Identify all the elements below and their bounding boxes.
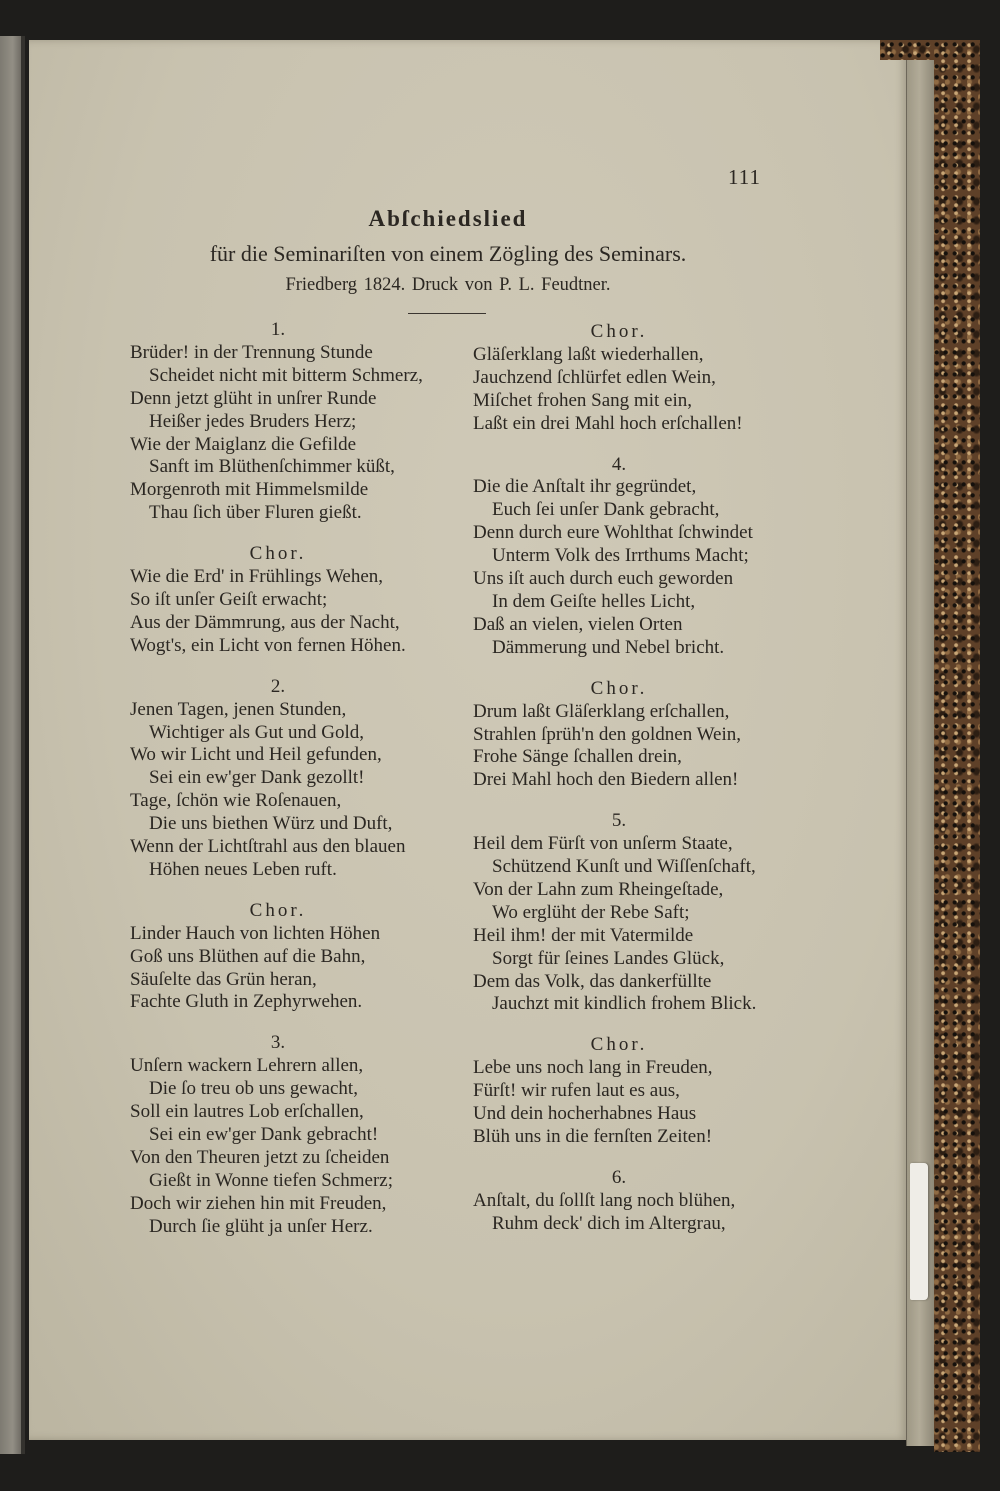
verse-line: Miſchet frohen Sang mit ein, — [473, 389, 692, 411]
verse-line: Laßt ein drei Mahl hoch erſchallen! — [473, 412, 743, 434]
verse-line: Denn jetzt glüht in unſrer Runde — [130, 387, 377, 409]
chorus-heading: Chor. — [249, 543, 307, 565]
verse-line: Morgenroth mit Himmelsmilde — [130, 479, 369, 501]
verse-line: Fürſt! wir rufen laut es aus, — [473, 1080, 680, 1102]
verse-line: Denn durch eure Wohlthat ſchwindet — [473, 522, 753, 544]
verse-line: Strahlen ſprüh'n den goldnen Wein, — [473, 723, 742, 745]
verse-line: Drum laßt Gläſerklang erſchallen, — [473, 700, 730, 722]
verse-line: Sei ein ew'ger Dank gebracht! — [149, 1124, 379, 1145]
verse-line: Daß an vielen, vielen Orten — [473, 613, 683, 635]
bookmark-tab — [910, 1163, 928, 1300]
marbled-cover-edge — [934, 40, 980, 1452]
verse-line: Gläſerklang laßt wiederhallen, — [473, 343, 704, 365]
verse-line: Uns iſt auch durch euch geworden — [473, 568, 734, 590]
verse-line: Euch ſei unſer Dank gebracht, — [492, 499, 720, 521]
verse-line: Von der Lahn zum Rheingeſtade, — [473, 878, 724, 900]
verse-line: Brüder! in der Trennung Stunde — [130, 341, 373, 363]
stanza-number: 6. — [611, 1166, 627, 1188]
verse-line: Wenn der Lichtſtrahl aus den blauen — [130, 836, 406, 858]
verse-line: Fachte Gluth in Zephyrwehen. — [130, 991, 363, 1013]
verse-line: Sorgt für ſeines Landes Glück, — [492, 947, 725, 969]
verse-line: Doch wir ziehen hin mit Freuden, — [130, 1192, 387, 1214]
poem-subtitle: für die Seminariſten von einem Zögling des Seminars. — [209, 241, 687, 266]
verse-line: In dem Geiſte helles Licht, — [492, 590, 696, 612]
verse-stanza — [473, 454, 765, 660]
verse-line: Soll ein lautres Lob erſchallen, — [130, 1101, 364, 1123]
stanza-number: 2. — [270, 675, 286, 697]
verse-line: Durch ſie glüht ja unſer Herz. — [149, 1215, 373, 1237]
chorus-stanza — [473, 678, 765, 793]
stanza-number: 4. — [611, 453, 627, 475]
verse-line: Jauchzt mit kindlich frohem Blick. — [492, 993, 757, 1015]
verse-line: Schützend Kunſt und Wiſſenſchaft, — [492, 856, 756, 878]
verse-line: Wie die Erd' in Frühlings Wehen, — [130, 566, 384, 588]
verse-line: Jenen Tagen, jenen Stunden, — [130, 698, 347, 720]
verse-line: Wo erglüht der Rebe Saft; — [492, 901, 690, 923]
verse-line: Lebe uns noch lang in Freuden, — [473, 1057, 713, 1079]
verse-line: Tage, ſchön wie Roſenauen, — [130, 790, 342, 812]
verse-line: Wo wir Licht und Heil gefunden, — [130, 744, 382, 766]
verse-line: Drei Mahl hoch den Biedern allen! — [473, 769, 739, 791]
verse-line: Unterm Volk des Irrthums Macht; — [492, 545, 749, 567]
verse-line: Sanft im Blüthenſchimmer küßt, — [149, 456, 395, 478]
verse-line: Unſern wackern Lehrern allen, — [130, 1055, 364, 1077]
chorus-stanza — [473, 1034, 765, 1149]
verse-line: Wichtiger als Gut und Gold, — [149, 721, 365, 743]
facing-page-edge — [0, 36, 25, 1454]
verse-line: Wogt's, ein Licht von fernen Höhen. — [130, 634, 406, 656]
chorus-stanza — [130, 543, 426, 658]
chorus-heading: Chor. — [590, 321, 648, 342]
stanza-number: 1. — [270, 319, 286, 340]
verse-line: Scheidet nicht mit bitterm Schmerz, — [149, 364, 423, 386]
verse-line: So iſt unſer Geiſt erwacht; — [130, 588, 328, 610]
verse-stanza — [130, 676, 426, 882]
poem-column-left — [130, 319, 426, 1239]
verse-stanza — [130, 319, 426, 525]
verse-line: Die uns biethen Würz und Duft, — [149, 813, 393, 835]
verse-line: Die ſo treu ob uns gewacht, — [149, 1078, 358, 1100]
verse-stanza — [473, 810, 765, 1016]
verse-line: Jauchzend ſchlürfet edlen Wein, — [473, 366, 716, 388]
verse-line: Dämmerung und Nebel bricht. — [492, 636, 725, 658]
verse-line: Wie der Maiglanz die Gefilde — [130, 433, 357, 455]
chorus-stanza — [130, 900, 426, 1015]
verse-line: Blüh uns in die fernſten Zeiten! — [473, 1126, 713, 1147]
verse-line: Und dein hocherhabnes Haus — [473, 1103, 697, 1125]
chorus-heading: Chor. — [249, 899, 307, 921]
chorus-heading: Chor. — [590, 677, 648, 699]
verse-line: Die die Anſtalt ihr gegründet, — [473, 476, 697, 498]
verse-line: Höhen neues Leben ruft. — [149, 858, 337, 880]
verse-line: Thau ſich über Fluren gießt. — [149, 502, 362, 524]
verse-line: Heil dem Fürſt von unſerm Staate, — [473, 833, 733, 855]
verse-line: Dem das Volk, das dankerfüllte — [473, 970, 712, 992]
chorus-heading: Chor. — [590, 1034, 648, 1056]
poem-title: Abſchiedslied — [368, 206, 528, 231]
poem-column-right — [473, 321, 765, 1236]
verse-line: Heißer jedes Bruders Herz; — [149, 410, 357, 432]
imprint-line: Friedberg 1824. Druck von P. L. Feudtner. — [285, 275, 611, 295]
chorus-stanza — [473, 321, 765, 436]
verse-stanza — [130, 1032, 426, 1238]
stanza-number: 5. — [611, 810, 627, 832]
verse-line: Frohe Sänge ſchallen drein, — [473, 746, 682, 768]
verse-line: Ruhm deck' dich im Altergrau, — [492, 1212, 726, 1234]
verse-line: Goß uns Blüthen auf die Bahn, — [130, 945, 366, 967]
verse-line: Aus der Dämmrung, aus der Nacht, — [130, 611, 400, 633]
verse-line: Anſtalt, du ſollſt lang noch blühen, — [473, 1189, 736, 1211]
verse-line: Von den Theuren jetzt zu ſcheiden — [130, 1146, 390, 1168]
page-number: 111 — [728, 165, 761, 189]
verse-line: Gießt in Wonne tiefen Schmerz; — [149, 1169, 393, 1191]
verse-line: Heil ihm! der mit Vatermilde — [473, 924, 694, 946]
verse-line: Linder Hauch von lichten Höhen — [130, 922, 381, 944]
title-divider — [408, 313, 486, 314]
verse-stanza — [473, 1167, 765, 1236]
stanza-number: 3. — [270, 1032, 286, 1054]
verse-line: Säuſelte das Grün heran, — [130, 968, 317, 990]
verse-line: Sei ein ew'ger Dank gezollt! — [149, 767, 365, 789]
